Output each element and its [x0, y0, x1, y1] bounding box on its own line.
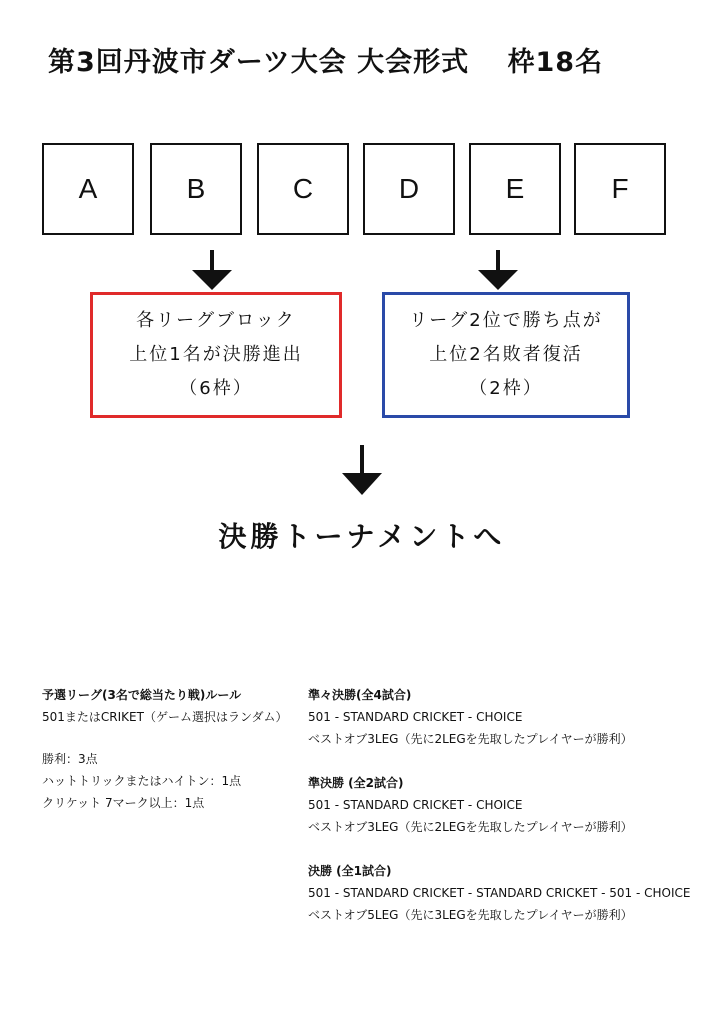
league-block-b: B — [150, 143, 242, 235]
prelim-rules — [42, 684, 302, 814]
final-tournament-label: 決勝トーナメントへ — [218, 520, 506, 553]
league-winner-line-2: 上位1名が決勝進出 — [129, 344, 303, 365]
repechage-line-3: （2枠） — [469, 378, 543, 399]
repechage-line-2: 上位2名敗者復活 — [429, 344, 583, 365]
semifinal-heading: 準決勝 (全2試合) — [308, 776, 404, 790]
final-game: 501 - STANDARD CRICKET - STANDARD CRICKET - 501 - CHOICE — [308, 886, 691, 900]
quarterfinal-heading: 準々決勝(全4試合) — [308, 688, 412, 702]
points-cricket: クリケット 7マーク以上：1点 — [42, 796, 205, 810]
final-heading: 決勝 (全1試合) — [308, 864, 392, 878]
repechage-line-1: リーグ2位で勝ち点が — [409, 310, 603, 331]
league-winner-line-1: 各リーグブロック — [136, 310, 296, 331]
points-win: 勝利：3点 — [42, 752, 98, 766]
page-title: 第3回丹波市ダーツ大会 大会形式 枠18名 — [48, 47, 604, 78]
prelim-heading: 予選リーグ(3名で総当たり戦)ルール — [42, 688, 242, 702]
quarterfinal-game: 501 - STANDARD CRICKET - CHOICE — [308, 710, 523, 724]
league-block-e: E — [469, 143, 561, 235]
final-format: ベストオブ5LEG（先に3LEGを先取したプレイヤーが勝利） — [308, 908, 633, 922]
league-winner-box — [90, 292, 342, 418]
league-winner-line-3: （6枠） — [179, 378, 253, 399]
tournament-rules — [308, 684, 708, 926]
semifinal-format: ベストオブ3LEG（先に2LEGを先取したプレイヤーが勝利） — [308, 820, 633, 834]
arrow-down-icon — [340, 445, 384, 495]
arrow-down-icon — [190, 250, 234, 290]
league-block-d: D — [363, 143, 455, 235]
league-block-f: F — [574, 143, 666, 235]
repechage-box — [382, 292, 630, 418]
quarterfinal-format: ベストオブ3LEG（先に2LEGを先取したプレイヤーが勝利） — [308, 732, 633, 746]
semifinal-game: 501 - STANDARD CRICKET - CHOICE — [308, 798, 523, 812]
points-hat-trick: ハットトリックまたはハイトン：1点 — [42, 774, 242, 788]
league-block-c: C — [257, 143, 349, 235]
league-block-a: A — [42, 143, 134, 235]
arrow-down-icon — [476, 250, 520, 290]
prelim-game: 501またはCRIKET（ゲーム選択はランダム） — [42, 710, 288, 724]
